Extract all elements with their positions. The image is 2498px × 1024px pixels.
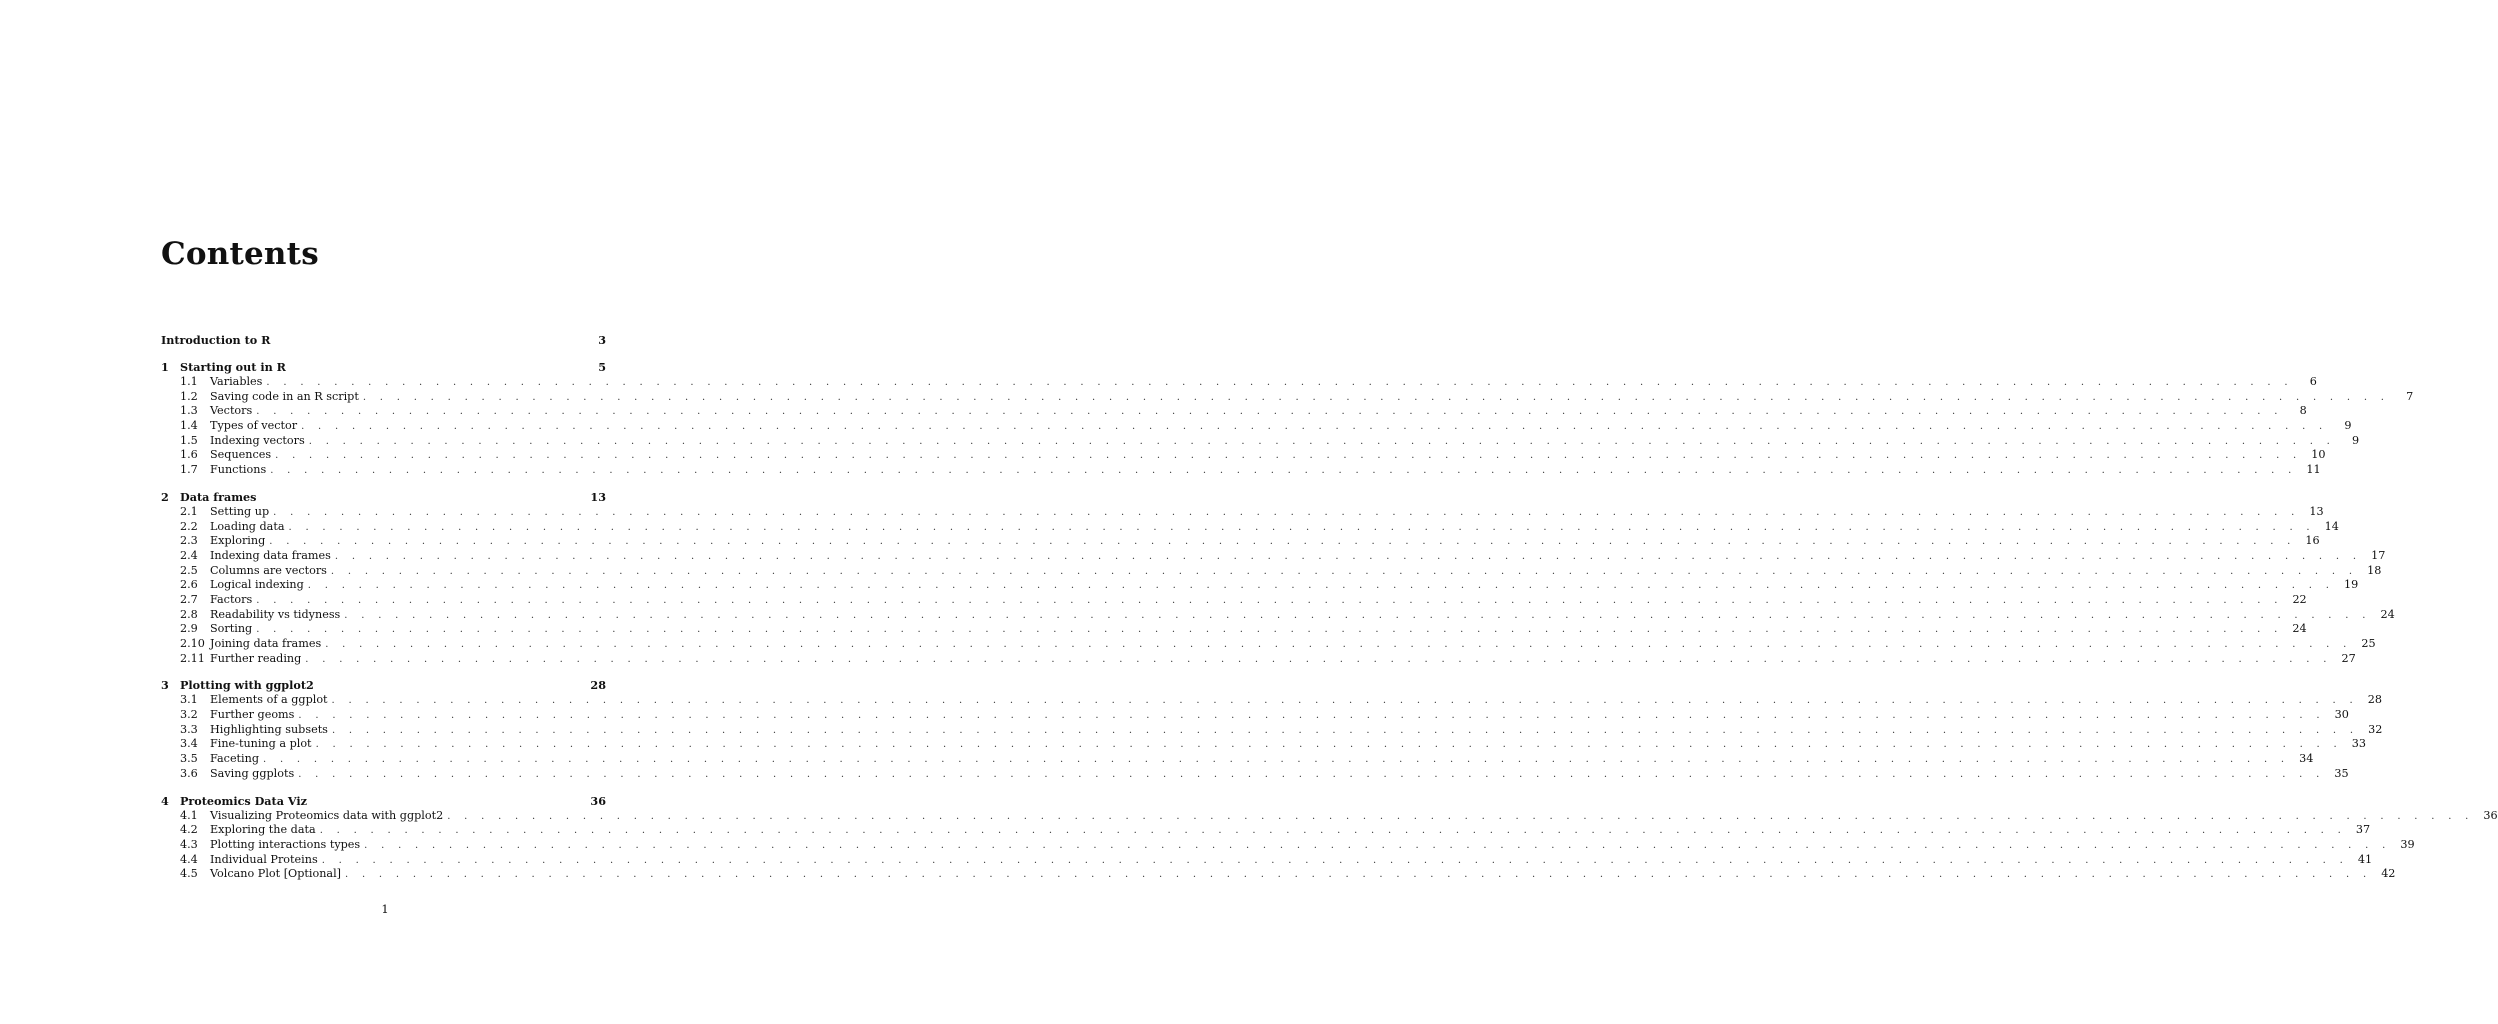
toc-section-title: Indexing vectors [210, 433, 305, 447]
toc-section-entry[interactable] [161, 534, 2320, 549]
toc-chapter-page: 28 [590, 678, 606, 693]
toc-section-title: Setting up [210, 504, 270, 518]
toc-section-page: 33 [2351, 737, 2366, 751]
toc-section-number: 2.9 [180, 622, 198, 636]
dot-leader: . . . . . . . . . . . . . . . . . . . . . . . . . . . . . . . . . . . . . . . . . . . . . . . . . . . . . . . . . . . . . . . . . . . . . . . . . . . . . . . . . . . . . . . . . . . . . . . . . . . . . . . . . . . . . . . . . . . . . . . . [325, 639, 2352, 650]
toc-section-title: Saving code in an R script [210, 389, 359, 403]
toc-section-entry[interactable] [161, 404, 2307, 419]
toc-section-page: 9 [2352, 433, 2360, 447]
toc-intro-title: Introduction to R [161, 333, 271, 347]
table-of-contents [161, 333, 2498, 882]
dot-leader: . . . . . . . . . . . . . . . . . . . . . . . . . . . . . . . . . . . . . . . . . . . . . . . . . . . . . . . . . . . . . . . . . . . . . . . . . . . . . . . . . . . . . . . . . . . . . . . . . . . . . . . . . . . . . . . . . . . . . . . . [308, 435, 2336, 447]
toc-section-page: 22 [2292, 592, 2307, 606]
toc-section-title: Logical indexing [210, 578, 304, 592]
toc-chapter-entry[interactable] [161, 678, 606, 693]
dot-leader: . . . . . . . . . . . . . . . . . . . . . . . . . . . . . . . . . . . . . . . . . . . . . . . . . . . . . . . . . . . . . . . . . . . . . . . . . . . . . . . . . . . . . . . . . . . . . . . . . . . . . . . . . . . . . . . . . . . . . . . . [270, 465, 2297, 477]
toc-section-page: 35 [2334, 766, 2349, 780]
toc-section-entry[interactable] [161, 419, 2352, 434]
toc-section-page: 17 [2371, 548, 2386, 562]
toc-section-number: 2.5 [180, 563, 198, 577]
toc-chapter-page: 36 [590, 793, 606, 808]
toc-section-page: 16 [2305, 534, 2320, 548]
toc-chapter-title: Proteomics Data Viz [180, 793, 307, 808]
dot-leader: . . . . . . . . . . . . . . . . . . . . . . . . . . . . . . . . . . . . . . . . . . . . . . . . . . . . . . . . . . . . . . . . . . . . . . . . . . . . . . . . . . . . . . . . . . . . . . . . . . . . . . . . . . . . . . . . . . . . . . . . [256, 624, 2283, 636]
dot-leader: . . . . . . . . . . . . . . . . . . . . . . . . . . . . . . . . . . . . . . . . . . . . . . . . . . . . . . . . . . . . . . . . . . . . . . . . . . . . . . . . . . . . . . . . . . . . . . . . . . . . . . . . . . . . . . . . . . . . . . . . [345, 869, 2372, 881]
toc-section-number: 2.1 [180, 504, 198, 518]
toc-section-entry[interactable] [161, 519, 2339, 535]
toc-section-number: 1.1 [180, 375, 198, 388]
toc-section-entry[interactable] [161, 722, 2383, 738]
toc-intro-entry[interactable] [161, 333, 606, 348]
toc-section-number: 1.3 [180, 404, 198, 418]
toc-section-title: Visualizing Proteomics data with ggplot2 [210, 808, 444, 822]
toc-section-entry[interactable] [161, 563, 2382, 579]
toc-section-number: 1.6 [180, 448, 198, 462]
toc-section-title: Plotting interactions types [210, 837, 361, 851]
toc-section-entry[interactable] [161, 433, 2360, 449]
dot-leader: . . . . . . . . . . . . . . . . . . . . . . . . . . . . . . . . . . . . . . . . . . . . . . . . . . . . . . . . . . . . . . . . . . . . . . . . . . . . . . . . . . . . . . . . . . . . . . . . . . . . . . . . . . . . . . . . . . . . . . . . [307, 580, 2335, 592]
toc-section-title: Loading data [210, 519, 285, 533]
dot-leader: . . . . . . . . . . . . . . . . . . . . . . . . . . . . . . . . . . . . . . . . . . . . . . . . . . . . . . . . . . . . . . . . . . . . . . . . . . . . . . . . . . . . . . . . . . . . . . . . . . . . . . . . . . . . . . . . . . . . . . . . [331, 724, 2359, 736]
toc-section-title: Highlighting subsets [210, 722, 328, 736]
dot-leader: . . . . . . . . . . . . . . . . . . . . . . . . . . . . . . . . . . . . . . . . . . . . . . . . . . . . . . . . . . . . . . . . . . . . . . . . . . . . . . . . . . . . . . . . . . . . . . . . . . . . . . . . . . . . . . . . . . . . . . . . [298, 768, 2325, 780]
dot-leader: . . . . . . . . . . . . . . . . . . . . . . . . . . . . . . . . . . . . . . . . . . . . . . . . . . . . . . . . . . . . . . . . . . . . . . . . . . . . . . . . . . . . . . . . . . . . . . . . . . . . . . . . . . . . . . . . . . . . . . . . [330, 565, 2358, 577]
toc-section-page: 37 [2355, 823, 2371, 837]
toc-section-number: 2.6 [180, 578, 198, 592]
toc-section-number: 3.6 [180, 766, 198, 780]
toc-section-entry[interactable] [161, 622, 2307, 637]
toc-section-number: 3.5 [180, 752, 198, 766]
toc-section-entry[interactable] [161, 766, 2349, 782]
dot-leader: . . . . . . . . . . . . . . . . . . . . . . . . . . . . . . . . . . . . . . . . . . . . . . . . . . . . . . . . . . . . . . . . . . . . . . . . . . . . . . . . . . . . . . . . . . . . . . . . . . . . . . . . . . . . . . . . . . . . . . . . [263, 754, 2290, 766]
toc-section-title: Individual Proteins [210, 852, 318, 866]
toc-section-number: 2.8 [180, 607, 198, 621]
toc-section-page: 39 [2400, 837, 2415, 851]
dot-leader: . . . . . . . . . . . . . . . . . . . . . . . . . . . . . . . . . . . . . . . . . . . . . . . . . . . . . . . . . . . . . . . . . . . . . . . . . . . . . . . . . . . . . . . . . . . . . . . . . . . . . . . . . . . . . . . . . . . . . . . . [331, 695, 2358, 707]
toc-section-page: 27 [2341, 651, 2356, 665]
page-title: Contents [161, 236, 319, 272]
toc-section-title: Factors [210, 592, 253, 606]
toc-chapter-page: 5 [598, 360, 606, 374]
toc-section-title: Further reading [210, 651, 302, 665]
toc-section-number: 4.3 [180, 837, 198, 851]
toc-section-entry[interactable] [161, 637, 2376, 652]
toc-section-title: Vectors [210, 404, 253, 418]
toc-section-number: 3.1 [180, 693, 198, 707]
toc-section-page: 34 [2299, 752, 2314, 766]
toc-section-title: Exploring [210, 534, 266, 548]
dot-leader: . . . . . . . . . . . . . . . . . . . . . . . . . . . . . . . . . . . . . . . . . . . . . . . . . . . . . . . . . . . . . . . . . . . . . . . . . . . . . . . . . . . . . . . . . . . . . . . . . . . . . . . . . . . . . . . . . . . . . . . . [321, 854, 2349, 866]
toc-chapter-title: Starting out in R [180, 360, 286, 374]
toc-section-title: Faceting [210, 752, 259, 766]
toc-section-number: 1.7 [180, 463, 198, 477]
toc-chapter-number: 3 [161, 678, 169, 693]
toc-section-entry[interactable] [161, 752, 2314, 767]
toc-section-number: 3.3 [180, 722, 198, 736]
dot-leader: . . . . . . . . . . . . . . . . . . . . . . . . . . . . . . . . . . . . . . . . . . . . . . . . . . . . . . . . . . . . . . . . . . . . . . . . . . . . . . . . . . . . . . . . . . . . . . . . . . . . . . . . . . . . . . . . . . . . . . . . [266, 377, 2293, 388]
dot-leader: . . . . . . . . . . . . . . . . . . . . . . . . . . . . . . . . . . . . . . . . . . . . . . . . . . . . . . . . . . . . . . . . . . . . . . . . . . . . . . . . . . . . . . . . . . . . . . . . . . . . . . . . . . . . . . . . . . . . . . . . [364, 839, 2391, 851]
toc-section-title: Fine-tuning a plot [210, 737, 312, 751]
toc-section-page: 25 [2361, 637, 2376, 650]
dot-leader: . . . . . . . . . . . . . . . . . . . . . . . . . . . . . . . . . . . . . . . . . . . . . . . . . . . . . . . . . . . . . . . . . . . . . . . . . . . . . . . . . . . . . . . . . . . . . . . . . . . . . . . . . . . . . . . . . . . . . . . . [319, 825, 2347, 837]
toc-section-entry[interactable] [161, 548, 2386, 564]
toc-section-page: 28 [2367, 693, 2382, 707]
toc-section-number: 3.4 [180, 737, 198, 751]
toc-section-page: 9 [2344, 419, 2352, 433]
toc-section-title: Sorting [210, 622, 253, 636]
toc-section-title: Volcano Plot [Optional] [210, 867, 342, 881]
toc-section-number: 4.5 [180, 867, 198, 881]
toc-section-title: Types of vector [210, 419, 298, 433]
dot-leader: . . . . . . . . . . . . . . . . . . . . . . . . . . . . . . . . . . . . . . . . . . . . . . . . . . . . . . . . . . . . . . . . . . . . . . . . . . . . . . . . . . . . . . . . . . . . . . . . . . . . . . . . . . . . . . . . . . . . . . . . [305, 653, 2332, 665]
toc-section-title: Saving ggplots [210, 766, 295, 780]
toc-section-page: 10 [2311, 448, 2326, 462]
dot-leader: . . . . . . . . . . . . . . . . . . . . . . . . . . . . . . . . . . . . . . . . . . . . . . . . . . . . . . . . . . . . . . . . . . . . . . . . . . . . . . . . . . . . . . . . . . . . . . . . . . . . . . . . . . . . . . . . . . . . . . . . [256, 406, 2283, 418]
toc-section-title: Functions [210, 463, 267, 477]
toc-section-title: Variables [210, 375, 263, 388]
toc-section-number: 3.2 [180, 708, 198, 722]
toc-section-page: 30 [2334, 708, 2349, 722]
toc-section-entry[interactable] [161, 693, 2382, 708]
toc-section-page: 42 [2381, 867, 2396, 881]
toc-section-page: 32 [2368, 722, 2383, 736]
dot-leader: . . . . . . . . . . . . . . . . . . . . . . . . . . . . . . . . . . . . . . . . . . . . . . . . . . . . . . . . . . . . . . . . . . . . . . . . . . . . . . . . . . . . . . . . . . . . . . . . . . . . . . . . . . . . . . . . . . . . . . . . [288, 521, 2315, 533]
toc-section-number: 4.4 [180, 852, 198, 866]
toc-section-title: Columns are vectors [210, 563, 327, 577]
toc-section-page: 24 [2380, 607, 2395, 621]
toc-section-page: 36 [2483, 808, 2498, 822]
dot-leader: . . . . . . . . . . . . . . . . . . . . . . . . . . . . . . . . . . . . . . . . . . . . . . . . . . . . . . . . . . . . . . . . . . . . . . . . . . . . . . . . . . . . . . . . . . . . . . . . . . . . . . . . . . . . . . . . . . . . . . . . [298, 710, 2325, 722]
dot-leader: . . . . . . . . . . . . . . . . . . . . . . . . . . . . . . . . . . . . . . . . . . . . . . . . . . . . . . . . . . . . . . . . . . . . . . . . . . . . . . . . . . . . . . . . . . . . . . . . . . . . . . . . . . . . . . . . . . . . . . . . [301, 421, 2328, 433]
toc-chapter-number: 2 [161, 489, 169, 504]
dot-leader: . . . . . . . . . . . . . . . . . . . . . . . . . . . . . . . . . . . . . . . . . . . . . . . . . . . . . . . . . . . . . . . . . . . . . . . . . . . . . . . . . . . . . . . . . . . . . . . . . . . . . . . . . . . . . . . . . . . . . . . . [315, 739, 2342, 751]
toc-section-page: 19 [2343, 578, 2359, 592]
dot-leader: . . . . . . . . . . . . . . . . . . . . . . . . . . . . . . . . . . . . . . . . . . . . . . . . . . . . . . . . . . . . . . . . . . . . . . . . . . . . . . . . . . . . . . . . . . . . . . . . . . . . . . . . . . . . . . . . . . . . . . . . [275, 450, 2302, 462]
toc-section-entry[interactable] [161, 504, 2324, 520]
toc-chapter-title: Plotting with ggplot2 [180, 678, 314, 693]
toc-chapter-entry[interactable] [161, 360, 606, 375]
toc-chapter-number: 4 [161, 793, 169, 808]
dot-leader: . . . . . . . . . . . . . . . . . . . . . . . . . . . . . . . . . . . . . . . . . . . . . . . . . . . . . . . . . . . . . . . . . . . . . . . . . . . . . . . . . . . . . . . . . . . . . . . . . . . . . . . . . . . . . . . . . . . . . . . . [362, 391, 2390, 403]
toc-section-entry[interactable] [161, 389, 2414, 405]
toc-section-entry[interactable] [161, 607, 2395, 623]
toc-section-number: 2.2 [180, 519, 198, 533]
toc-section-entry[interactable] [161, 578, 2359, 593]
toc-section-title: Readability vs tidyness [210, 607, 341, 621]
toc-section-entry[interactable] [161, 852, 2373, 868]
toc-section-page: 24 [2292, 622, 2307, 636]
dot-leader: . . . . . . . . . . . . . . . . . . . . . . . . . . . . . . . . . . . . . . . . . . . . . . . . . . . . . . . . . . . . . . . . . . . . . . . . . . . . . . . . . . . . . . . . . . . . . . . . . . . . . . . . . . . . . . . . . . . . . . . . [447, 810, 2474, 822]
dot-leader: . . . . . . . . . . . . . . . . . . . . . . . . . . . . . . . . . . . . . . . . . . . . . . . . . . . . . . . . . . . . . . . . . . . . . . . . . . . . . . . . . . . . . . . . . . . . . . . . . . . . . . . . . . . . . . . . . . . . . . . . [269, 536, 2296, 548]
dot-leader: . . . . . . . . . . . . . . . . . . . . . . . . . . . . . . . . . . . . . . . . . . . . . . . . . . . . . . . . . . . . . . . . . . . . . . . . . . . . . . . . . . . . . . . . . . . . . . . . . . . . . . . . . . . . . . . . . . . . . . . . [334, 550, 2362, 562]
toc-section-number: 4.1 [180, 808, 198, 822]
toc-chapter-entry[interactable] [161, 794, 606, 809]
toc-section-number: 1.4 [180, 419, 198, 433]
toc-section-number: 2.7 [180, 592, 198, 606]
toc-section-number: 2.11 [180, 651, 205, 665]
toc-intro-page: 3 [598, 333, 606, 347]
toc-section-entry[interactable] [161, 448, 2326, 463]
toc-section-entry[interactable] [161, 737, 2366, 752]
toc-section-entry[interactable] [161, 708, 2349, 723]
toc-section-page: 18 [2367, 563, 2382, 577]
toc-section-page: 6 [2309, 375, 2317, 388]
toc-chapter-page: 13 [590, 489, 606, 504]
toc-section-title: Indexing data frames [210, 548, 331, 562]
toc-section-page: 13 [2309, 504, 2324, 518]
toc-section-entry[interactable] [161, 823, 2371, 838]
toc-section-title: Further geoms [210, 708, 295, 722]
toc-section-entry[interactable] [161, 651, 2356, 667]
toc-section-page: 41 [2357, 852, 2373, 866]
toc-section-page: 8 [2299, 404, 2307, 418]
toc-section-number: 2.4 [180, 548, 198, 562]
toc-section-page: 14 [2324, 519, 2339, 533]
toc-section-number: 2.10 [180, 637, 205, 650]
toc-chapter-number: 1 [161, 360, 169, 374]
toc-section-page: 11 [2306, 463, 2321, 477]
dot-leader: . . . . . . . . . . . . . . . . . . . . . . . . . . . . . . . . . . . . . . . . . . . . . . . . . . . . . . . . . . . . . . . . . . . . . . . . . . . . . . . . . . . . . . . . . . . . . . . . . . . . . . . . . . . . . . . . . . . . . . . . [256, 594, 2283, 606]
toc-section-entry[interactable] [161, 592, 2307, 608]
toc-section-number: 1.2 [180, 389, 198, 403]
toc-section-entry[interactable] [161, 375, 2317, 390]
dot-leader: . . . . . . . . . . . . . . . . . . . . . . . . . . . . . . . . . . . . . . . . . . . . . . . . . . . . . . . . . . . . . . . . . . . . . . . . . . . . . . . . . . . . . . . . . . . . . . . . . . . . . . . . . . . . . . . . . . . . . . . . [273, 506, 2300, 518]
toc-chapter-entry[interactable] [161, 490, 606, 505]
toc-section-title: Joining data frames [210, 637, 322, 650]
toc-section-title: Sequences [210, 448, 272, 462]
toc-chapter-title: Data frames [180, 489, 257, 504]
toc-section-title: Elements of a ggplot [210, 693, 328, 707]
toc-section-page: 7 [2406, 389, 2414, 403]
toc-section-title: Exploring the data [210, 823, 316, 837]
page-number: 1 [381, 902, 389, 916]
toc-section-entry[interactable] [161, 463, 2321, 478]
toc-section-entry[interactable] [161, 808, 2498, 824]
toc-section-number: 1.5 [180, 433, 198, 447]
toc-section-entry[interactable] [161, 837, 2415, 853]
toc-section-entry[interactable] [161, 867, 2396, 882]
toc-section-number: 4.2 [180, 823, 198, 837]
dot-leader: . . . . . . . . . . . . . . . . . . . . . . . . . . . . . . . . . . . . . . . . . . . . . . . . . . . . . . . . . . . . . . . . . . . . . . . . . . . . . . . . . . . . . . . . . . . . . . . . . . . . . . . . . . . . . . . . . . . . . . . . [344, 609, 2371, 621]
toc-section-number: 2.3 [180, 534, 198, 548]
